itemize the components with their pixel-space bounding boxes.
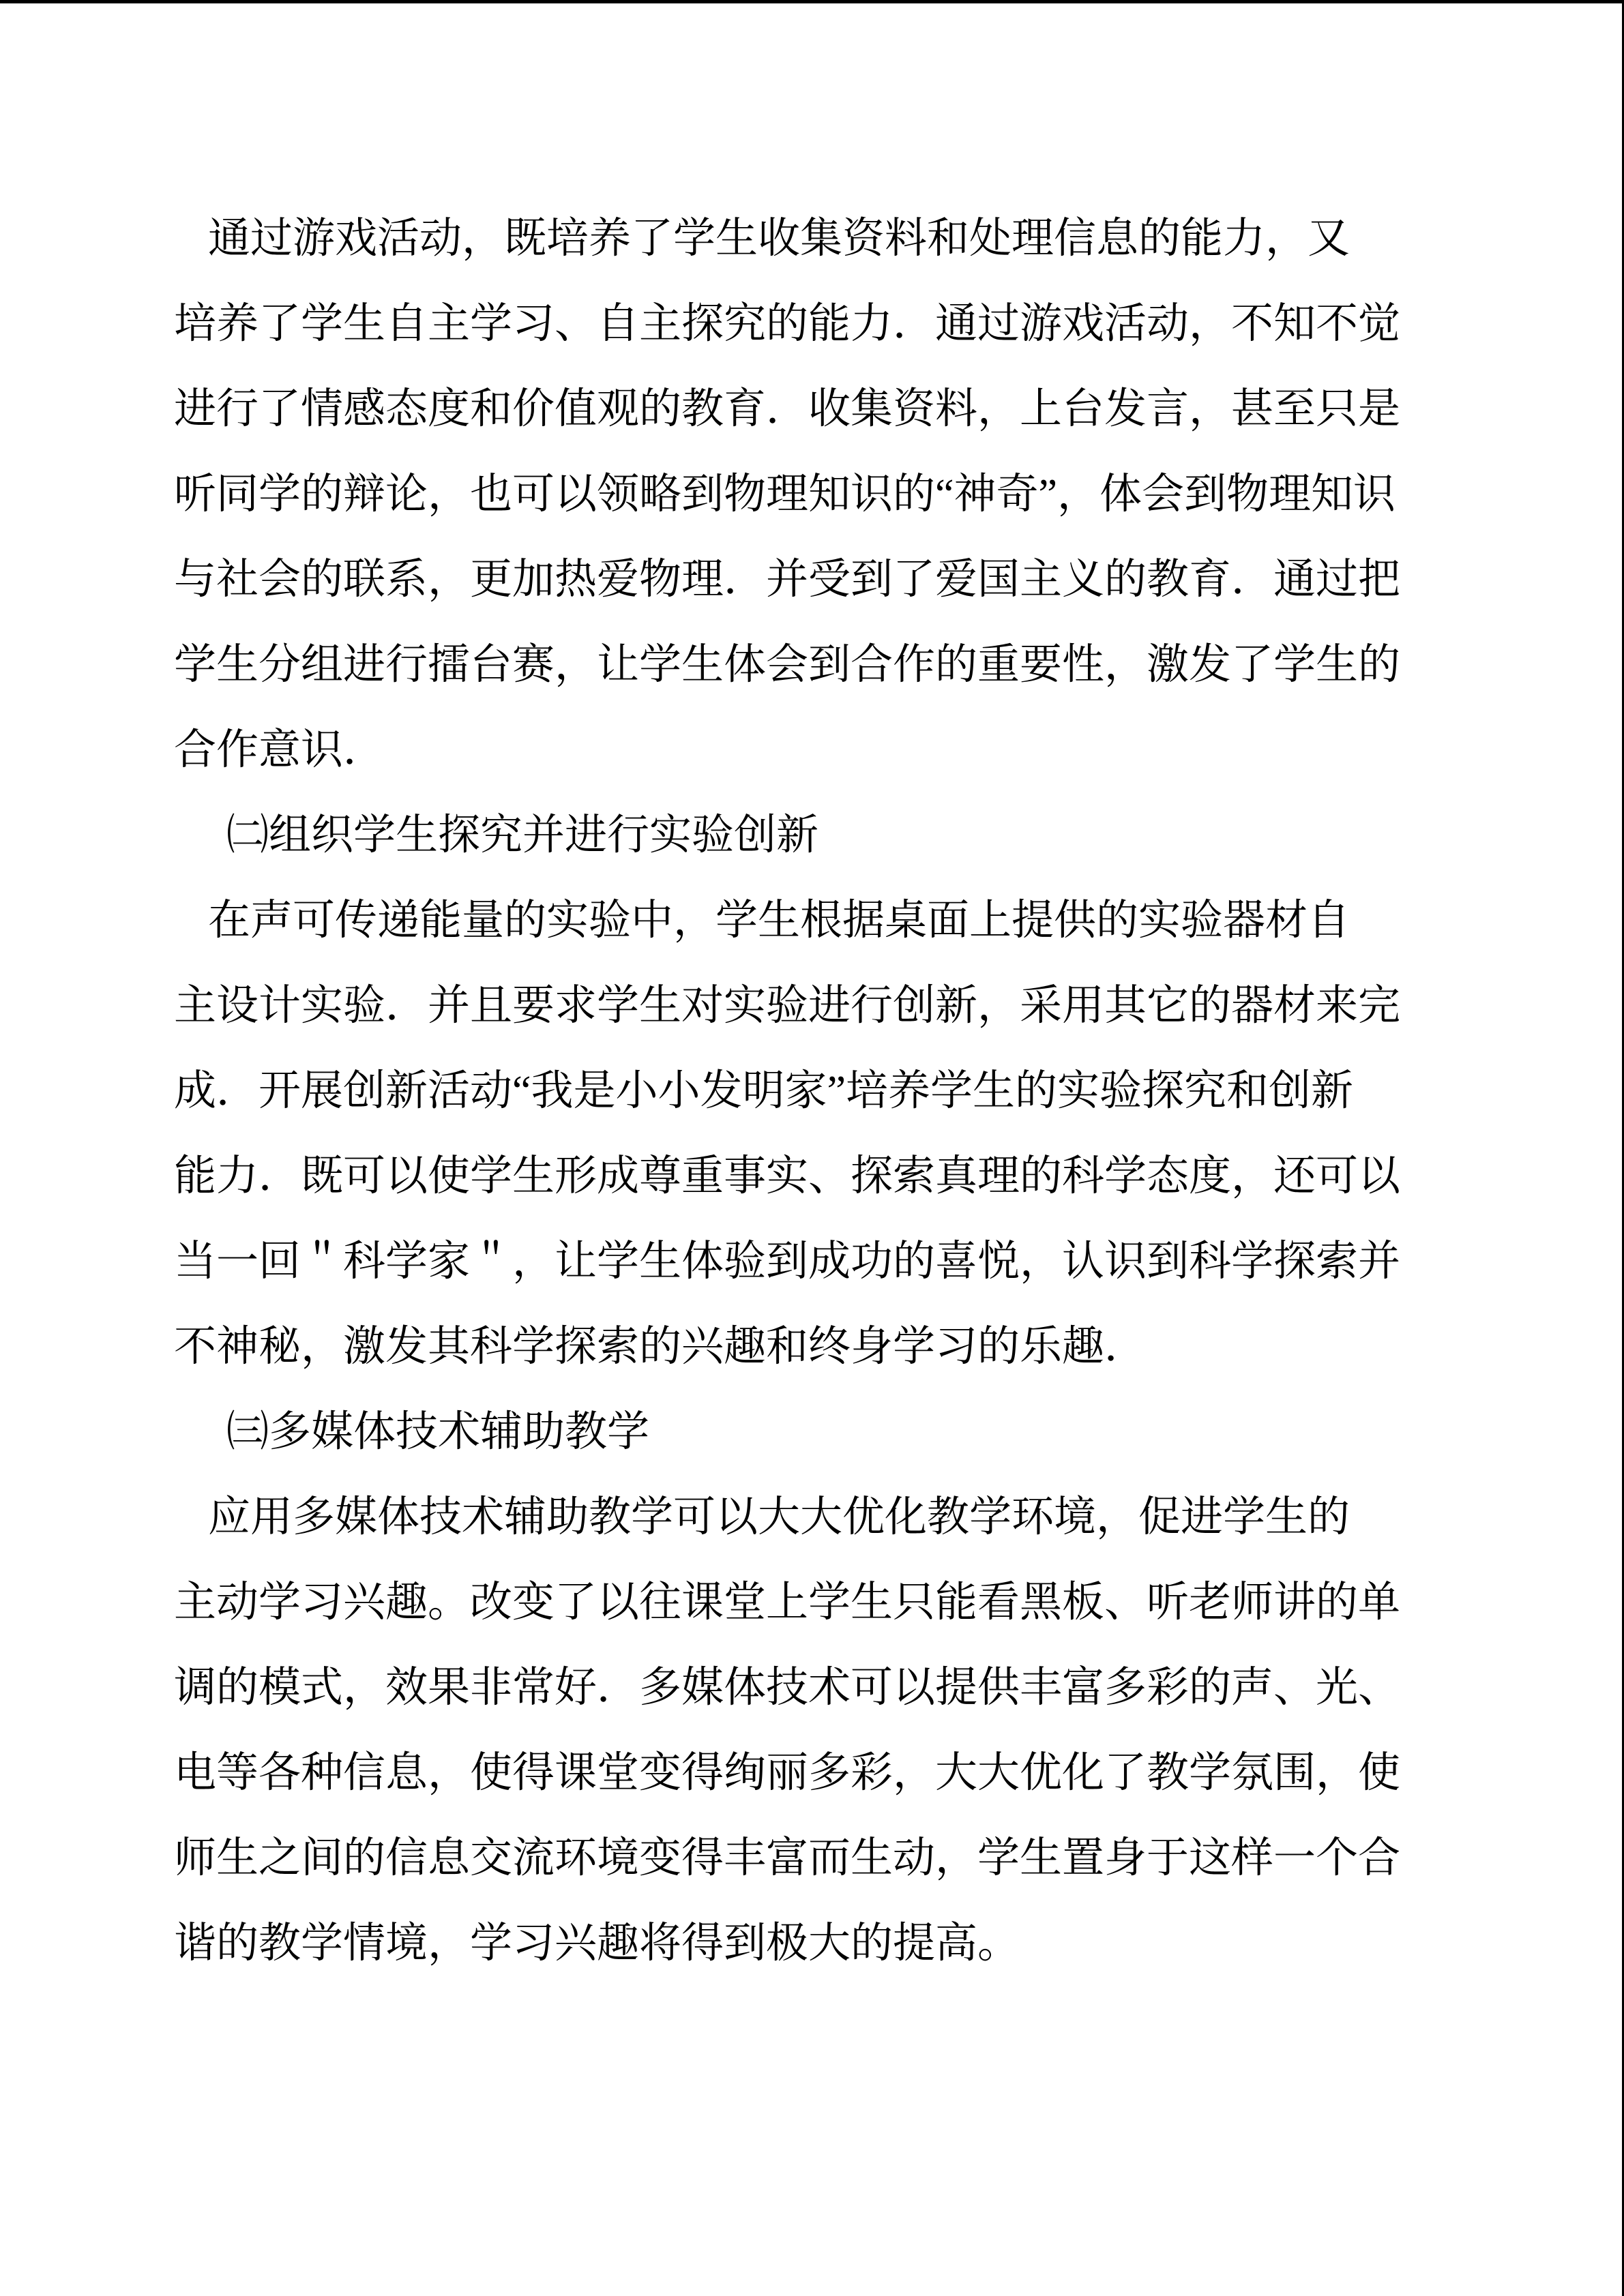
text-line: 调的模式，效果非常好．多媒体技术可以提供丰富多彩的声、光、 [174, 1665, 1401, 1711]
text-line: 主动学习兴趣。改变了以往课堂上学生只能看黑板、听老师讲的单 [174, 1579, 1401, 1626]
text-line: 当一回＂科学家＂，让学生体验到成功的喜悦，认识到科学探索并 [174, 1238, 1401, 1285]
text-line: 学生分组进行擂台赛，让学生体会到合作的重要性，激发了学生的 [174, 642, 1401, 688]
text-line: 与社会的联系，更加热爱物理．并受到了爱国主义的教育．通过把 [174, 556, 1401, 603]
page-top-border [0, 0, 1624, 3]
text-line: 不神秘，激发其科学探索的兴趣和终身学习的乐趣． [174, 1324, 1147, 1370]
text-line: 能力．既可以使学生形成尊重事实、探索真理的科学态度，还可以 [174, 1153, 1401, 1199]
text-line: 师生之间的信息交流环境变得丰富而生动，学生置身于这样一个合 [174, 1835, 1401, 1881]
text-line: 进行了情感态度和价值观的教育．收集资料，上台发言，甚至只是 [174, 386, 1401, 432]
text-line: 合作意识． [174, 727, 386, 773]
text-line: 主设计实验．并且要求学生对实验进行创新，采用其它的器材来完 [174, 983, 1401, 1029]
document-body [174, 196, 1401, 1986]
text-line: 听同学的辩论，也可以领略到物理知识的“神奇”，体会到物理知识 [174, 471, 1396, 518]
text-line: 培养了学生自主学习、自主探究的能力．通过游戏活动，不知不觉 [174, 301, 1401, 347]
section-heading: ㈢多媒体技术辅助教学 [226, 1409, 650, 1455]
text-line: 成．开展创新活动“我是小小发明家”培养学生的实验探究和创新 [174, 1068, 1354, 1114]
text-line: 谐的教学情境，学习兴趣将得到极大的提高。 [174, 1920, 1020, 1967]
section-heading: ㈡组织学生探究并进行实验创新 [226, 812, 819, 859]
text-line: 在声可传递能量的实验中，学生根据桌面上提供的实验器材自 [208, 897, 1350, 944]
text-line: 应用多媒体技术辅助教学可以大大优化教学环境，促进学生的 [208, 1494, 1350, 1540]
text-line: 电等各种信息，使得课堂变得绚丽多彩，大大优化了教学氛围，使 [174, 1750, 1401, 1796]
text-line: 通过游戏活动，既培养了学生收集资料和处理信息的能力，又 [208, 215, 1350, 262]
